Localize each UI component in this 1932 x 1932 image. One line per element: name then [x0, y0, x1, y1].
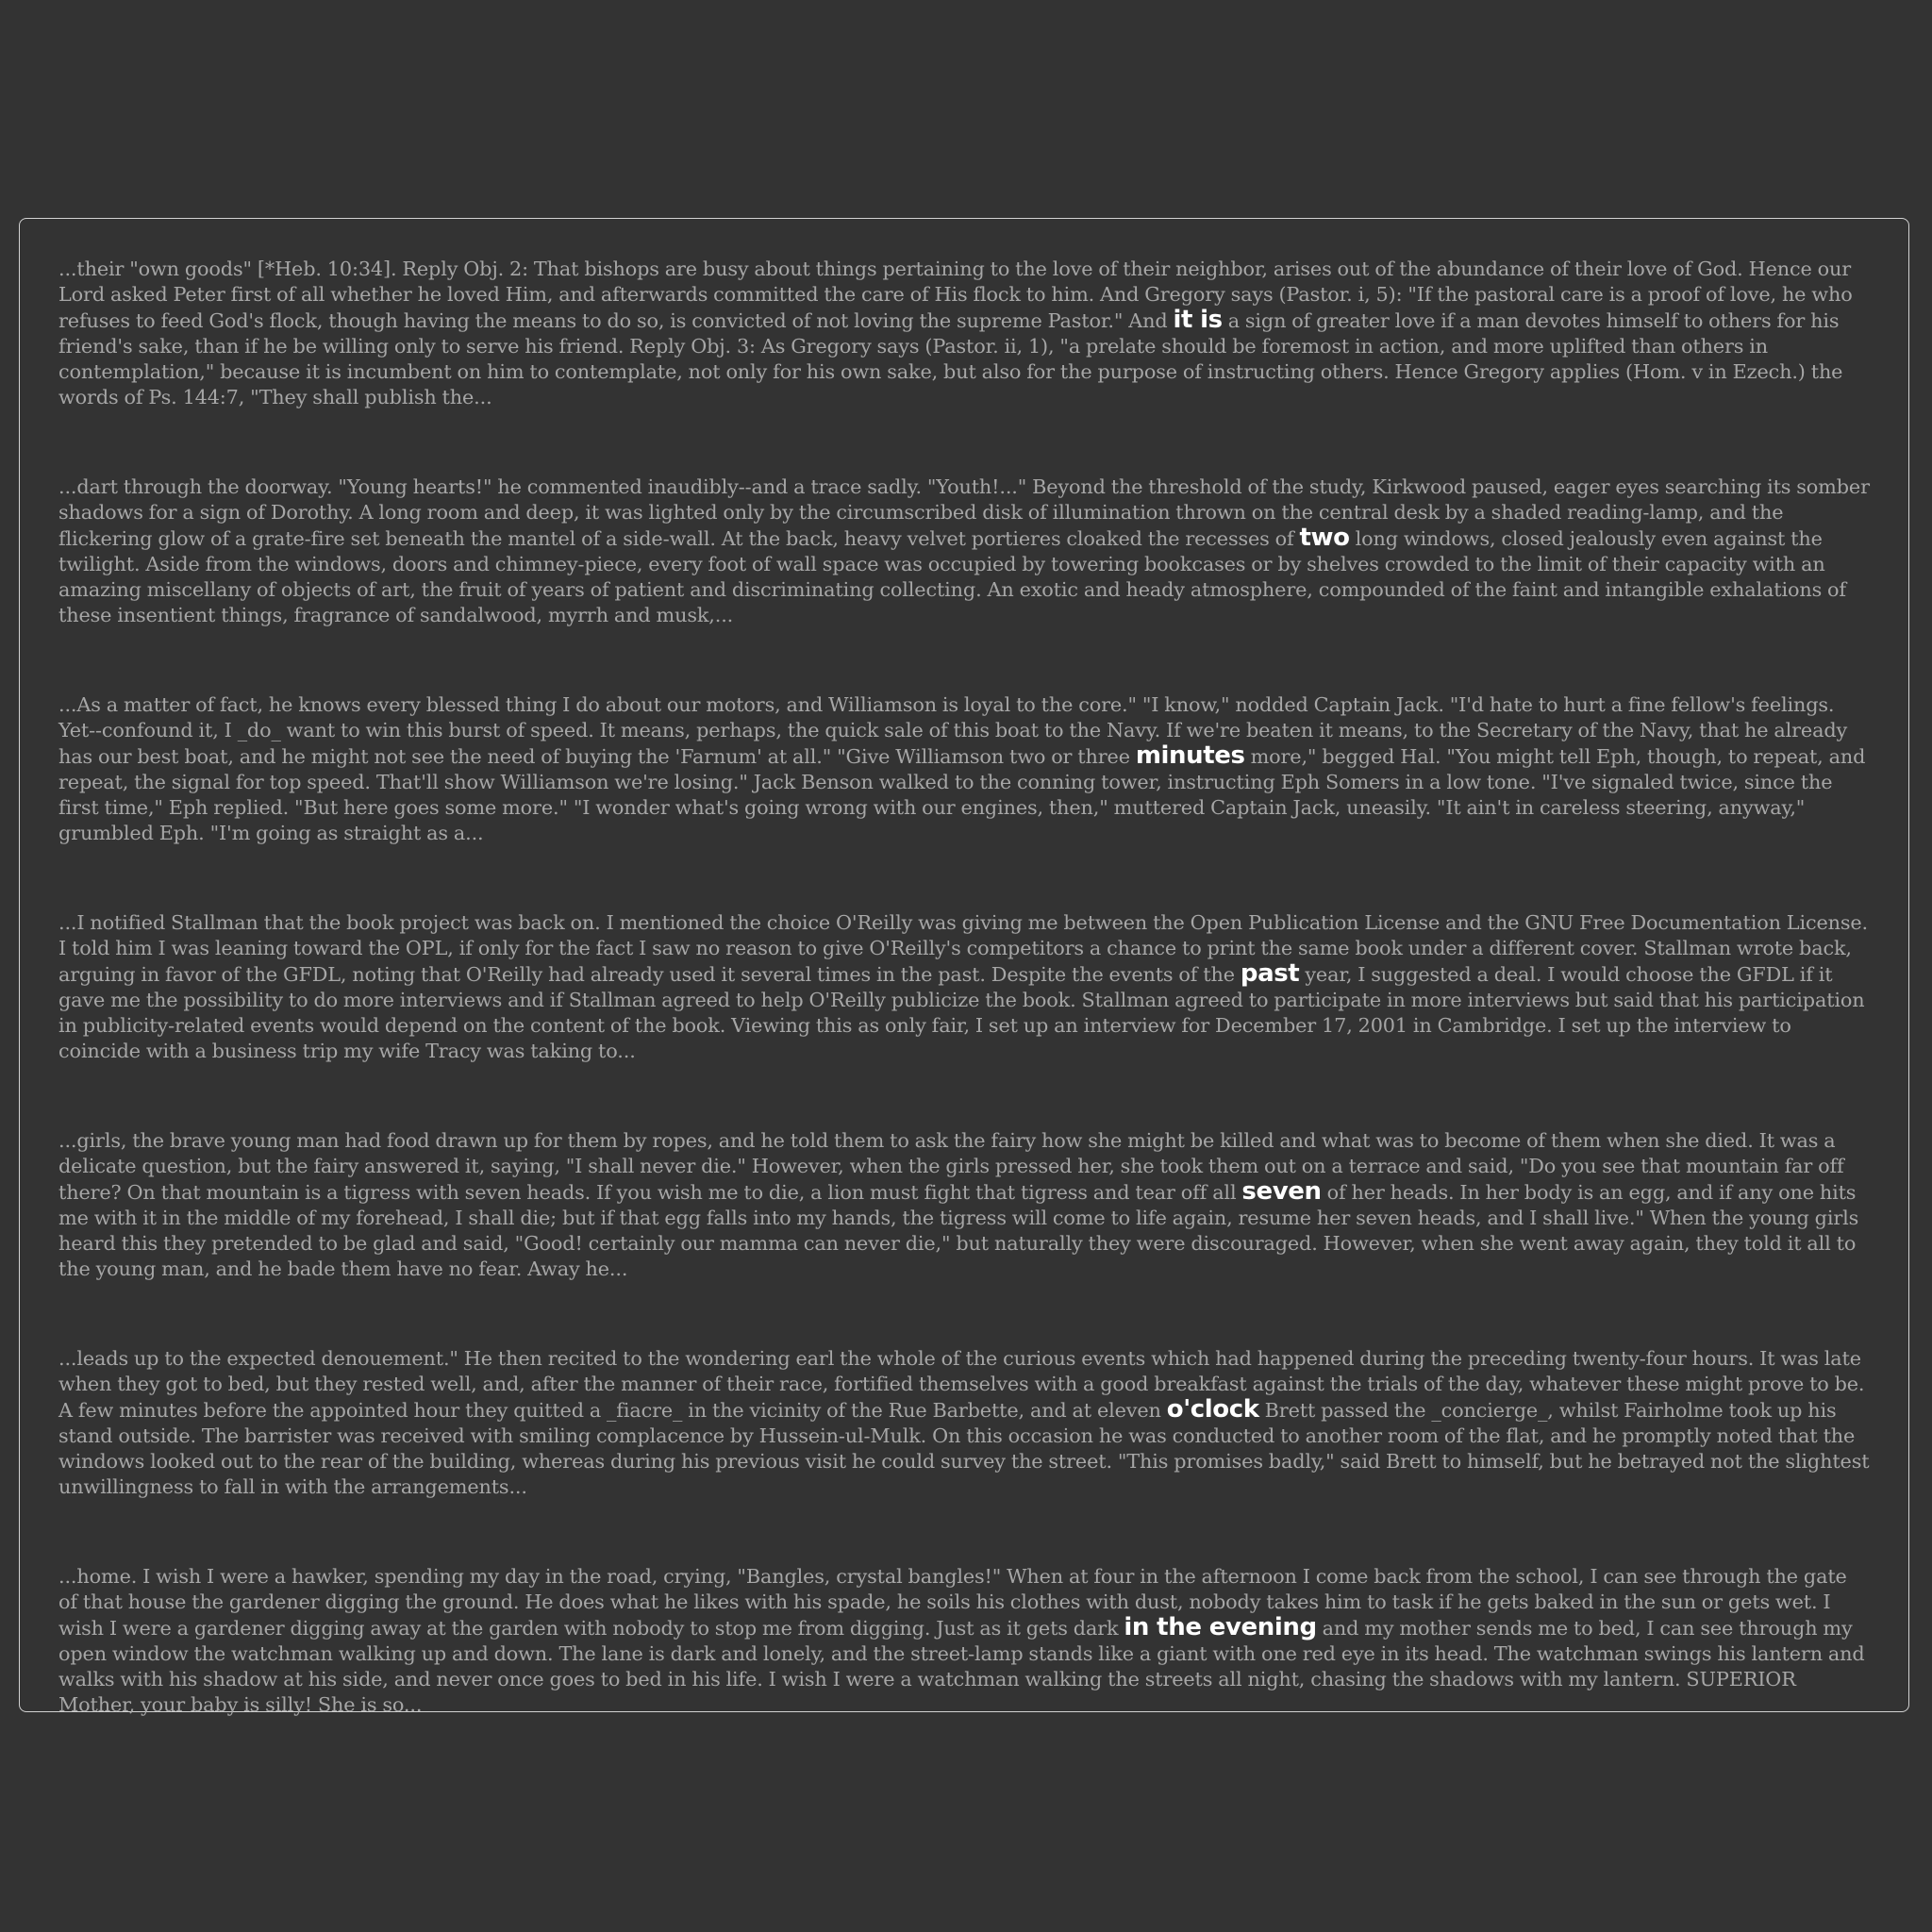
passage-text-after: and my mother sends me to bed, I can see through my open window the watchman walking up and down. The lane is dark and lonely, and the street-lamp stands like a giant with one red eye in its head. The watchman swings his lantern and walks with his shadow at his side, and never once goes to bed in his life. I wish I were a watchman walking the streets all night, chasing the shadows with my lantern. SUPERIOR Mother, your baby is silly! She is so...: [58, 1617, 1865, 1716]
passage-2: [58, 475, 1871, 628]
highlighted-phrase: minutes: [1135, 741, 1245, 770]
passage-7: [58, 1564, 1871, 1718]
passage-text-after: of her heads. In her body is an egg, and if any one hits me with it in the middle of my forehead, I shall die; but if that egg falls into my hands, the tigress will come to life again, resume her seven heads, and I shall live." When the young girls heard this they pretended to be glad and said, "Good! certainly our mamma can never die," but naturally they were discouraged. However, when she went away again, they told it all to the young man, and he bade them have no fear. Away he...: [58, 1181, 1859, 1280]
passage-1: [58, 257, 1871, 410]
passage-text-before: ...girls, the brave young man had food drawn up for them by ropes, and he told them to ask the fairy how she might be killed and what was to become of them when she died. It was a delicate question, but the fairy answered it, saying, "I shall never die." However, when the girls pressed her, she took them out on a terrace and said, "Do you see that mountain far off there? On that mountain is a tigress with seven heads. If you wish me to die, a lion must fight that tigress and tear off all: [58, 1129, 1844, 1204]
highlighted-phrase: seven: [1241, 1177, 1322, 1206]
highlighted-phrase: two: [1299, 524, 1350, 552]
passage-text-after: long windows, closed jealously even against the twilight. Aside from the windows, doors and chimney-piece, every foot of wall space was occupied by towering bookcases or by shelves crowded to the limit of their capacity with an amazing miscellany of objects of art, the fruit of years of patient and discriminating collecting. An exotic and heady atmosphere, compounded of the faint and intangible exhalations of these insentient things, fragrance of sandalwood, myrrh and musk,...: [58, 527, 1846, 626]
passage-text-before: ...dart through the doorway. "Young hearts!" he commented inaudibly--and a trace sadly. "Youth!..." Beyond the threshold of the study, Kirkwood paused, eager eyes searching its somber shadows for a sign of Dorothy. A long room and deep, it was lighted only by the circumscribed disk of illumination thrown on the central desk by a shaded reading-lamp, and the flickering glow of a grate-fire set beneath the mantel of a side-wall. At the back, heavy velvet portieres cloaked the recesses of: [58, 475, 1870, 550]
highlighted-phrase: past: [1240, 959, 1300, 988]
passage-3: [58, 692, 1871, 846]
passage-text-after: a sign of greater love if a man devotes himself to others for his friend's sake, than if he be willing only to serve his friend. Reply Obj. 3: As Gregory says (Pastor. ii, 1), "a prelate should be foremost in action, and more uplifted than others in contemplation," because it is incumbent on him to contemplate, not only for his own sake, but also for the purpose of instructing others. Hence Gregory applies (Hom. v in Ezech.) the words of Ps. 144:7, "They shall publish the...: [58, 309, 1843, 408]
passage-text-before: ...I notified Stallman that the book project was back on. I mentioned the choice O'Reilly was giving me between the Open Publication License and the GNU Free Documentation License. I told him I was leaning toward the OPL, if only for the fact I saw no reason to give O'Reilly's competitors a chance to print the same book under a different cover. Stallman wrote back, arguing in favor of the GFDL, noting that O'Reilly had already used it several times in the past. Despite the events of the: [58, 911, 1869, 986]
passage-text-before: ...home. I wish I were a hawker, spending my day in the road, crying, "Bangles, crystal bangles!" When at four in the afternoon I come back from the school, I can see through the gate of that house the gardener digging the ground. He does what he likes with his spade, he soils his clothes with dust, nobody takes him to task if he gets baked in the sun or gets wet. I wish I were a gardener digging away at the garden with nobody to stop me from digging. Just as it gets dark: [58, 1565, 1847, 1640]
passage-text-after: Brett passed the _concierge_, whilst Fairholme took up his stand outside. The barrister was received with smiling complacence by Hussein-ul-Mulk. On this occasion he was conducted to another room of the flat, and he promptly noted that the windows looked out to the rear of the building, whereas during his previous visit he could survey the street. "This promises badly," said Brett to himself, but he betrayed not the slightest unwillingness to fall in with the arrangements...: [58, 1399, 1870, 1498]
highlighted-phrase: o'clock: [1166, 1395, 1259, 1424]
passage-5: [58, 1128, 1871, 1282]
highlighted-phrase: it is: [1173, 306, 1223, 334]
passage-text-before: ...their "own goods" [*Heb. 10:34]. Reply Obj. 2: That bishops are busy about things pertaining to the love of their neighbor, arises out of the abundance of their love of God. Hence our Lord asked Peter first of all whether he loved Him, and afterwards committed the care of His flock to him. And Gregory says (Pastor. i, 5): "If the pastoral care is a proof of love, he who refuses to feed God's flock, though having the means to do so, is convicted of not loving the supreme Pastor." And: [58, 258, 1853, 332]
highlighted-phrase: in the evening: [1124, 1613, 1317, 1641]
passage-text-after: more," begged Hal. "You might tell Eph, though, to repeat, and repeat, the signal for top speed. That'll show Williamson we're losing." Jack Benson walked to the conning tower, instructing Eph Somers in a low tone. "I've signaled twice, since the first time," Eph replied. "But here goes some more." "I wonder what's going wrong with our engines, then," muttered Captain Jack, uneasily. "It ain't in careless steering, anyway," grumbled Eph. "I'm going as straight as a...: [58, 745, 1866, 844]
passages-panel: [19, 218, 1909, 1716]
passage-text-before: ...As a matter of fact, he knows every blessed thing I do about our motors, and Williamson is loyal to the core." "I know," nodded Captain Jack. "I'd hate to hurt a fine fellow's feelings. Yet--confound it, I _do_ want to win this burst of speed. It means, perhaps, the quick sale of this boat to the Navy. If we're beaten it means, to the Secretary of the Navy, that he already has our best boat, and he might not see the need of buying the 'Farnum' at all." "Give Williamson two or three: [58, 693, 1848, 768]
passage-6: [58, 1346, 1871, 1500]
passage-4: [58, 910, 1871, 1064]
passage-text-before: ...leads up to the expected denouement." He then recited to the wondering earl the whole of the curious events which had happened during the preceding twenty-four hours. It was late when they got to bed, but they rested well, and, after the manner of their race, fortified themselves with a good breakfast against the trials of the day, whatever these might prove to be. A few minutes before the appointed hour they quitted a _fiacre_ in the vicinity of the Rue Barbette, and at eleven: [58, 1347, 1865, 1422]
passage-text-after: year, I suggested a deal. I would choose the GFDL if it gave me the possibility to do more interviews and if Stallman agreed to help O'Reilly publicize the book. Stallman agreed to participate in more interviews but said that his participation in publicity-related events would depend on the content of the book. Viewing this as only fair, I set up an interview for December 17, 2001 in Cambridge. I set up the interview to coincide with a business trip my wife Tracy was taking to...: [58, 963, 1865, 1062]
